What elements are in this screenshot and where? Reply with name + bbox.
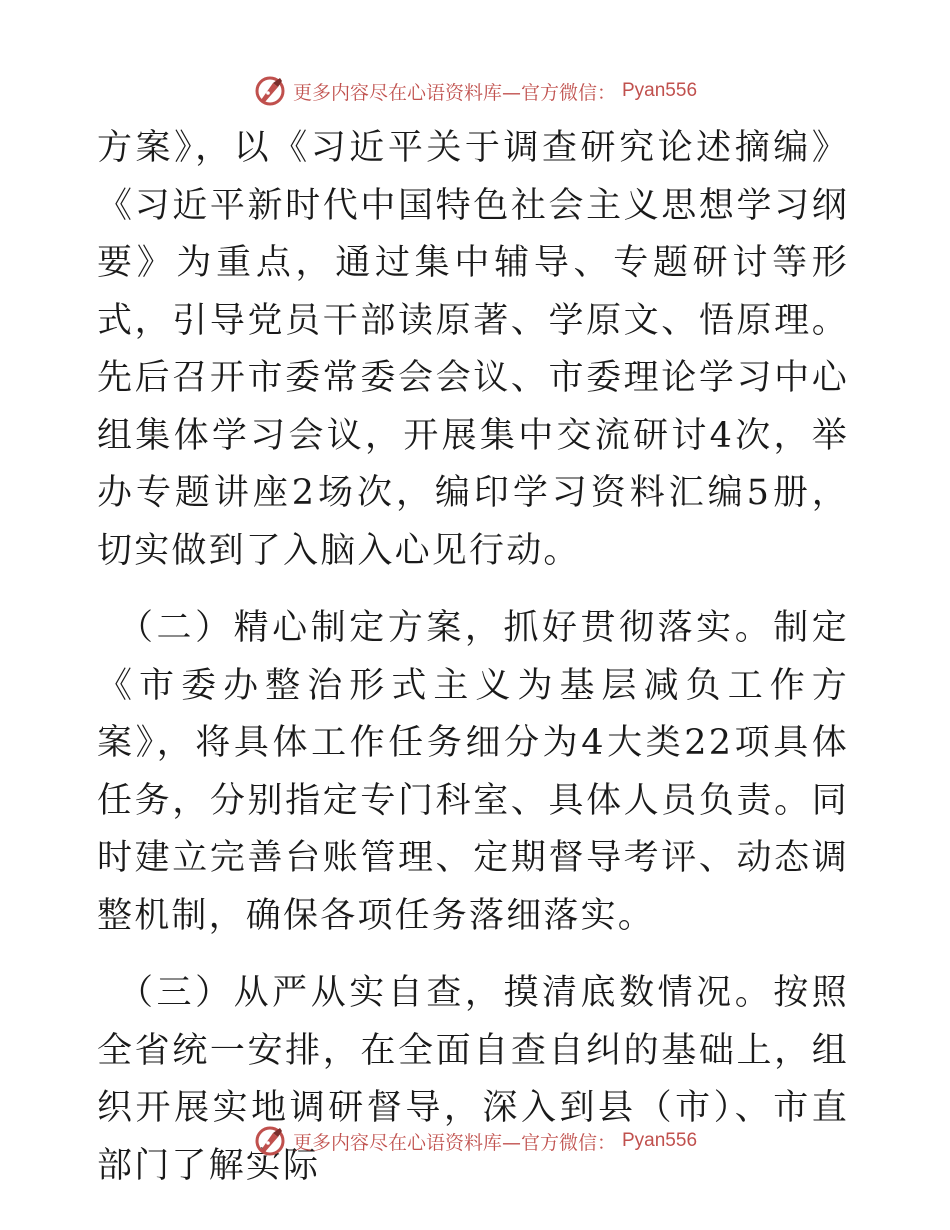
watermark-text: 更多内容尽在心语资料库—官方微信： xyxy=(292,81,616,104)
watermark-text: 更多内容尽在心语资料库—官方微信： xyxy=(292,1131,616,1154)
watermark-wechat-id: Pyan556 xyxy=(622,80,698,101)
document-body xyxy=(97,120,849,1195)
header-watermark xyxy=(0,71,950,111)
paragraph-1: 方案》，以《习近平关于调查研究论述摘编》《习近平新时代中国特色社会主义思想学习纲要》为重点，通过集中辅导、专题研讨等形式，引导党员干部读原著、学原文、悟原理。先后召开市委常委会会议、市委理论学习中心组集体学习会议，开展集中交流研讨4次，举办专题讲座2场次，编印学习资料汇编5册，切实做到了入脑入心见行动。 xyxy=(97,128,849,571)
pen-nib-logo-icon xyxy=(253,74,287,108)
watermark-wechat-id: Pyan556 xyxy=(622,1130,698,1151)
paragraph-3: （三）从严从实自查，摸清底数情况。按照全省统一安排，在全面自查自纠的基础上，组织开展实地调研督导，深入到县（市）、市直部门了解实际 xyxy=(97,973,849,1186)
footer-watermark xyxy=(0,1121,950,1161)
paragraph-2: （二）精心制定方案，抓好贯彻落实。制定《市委办整治形式主义为基层减负工作方案》，将具体工作任务细分为4大类22项具体任务，分别指定专门科室、具体人员负责。同时建立完善台账管理、定期督导考评、动态调整机制，确保各项任务落细落实。 xyxy=(97,608,849,936)
pen-nib-logo-icon xyxy=(253,1124,287,1158)
